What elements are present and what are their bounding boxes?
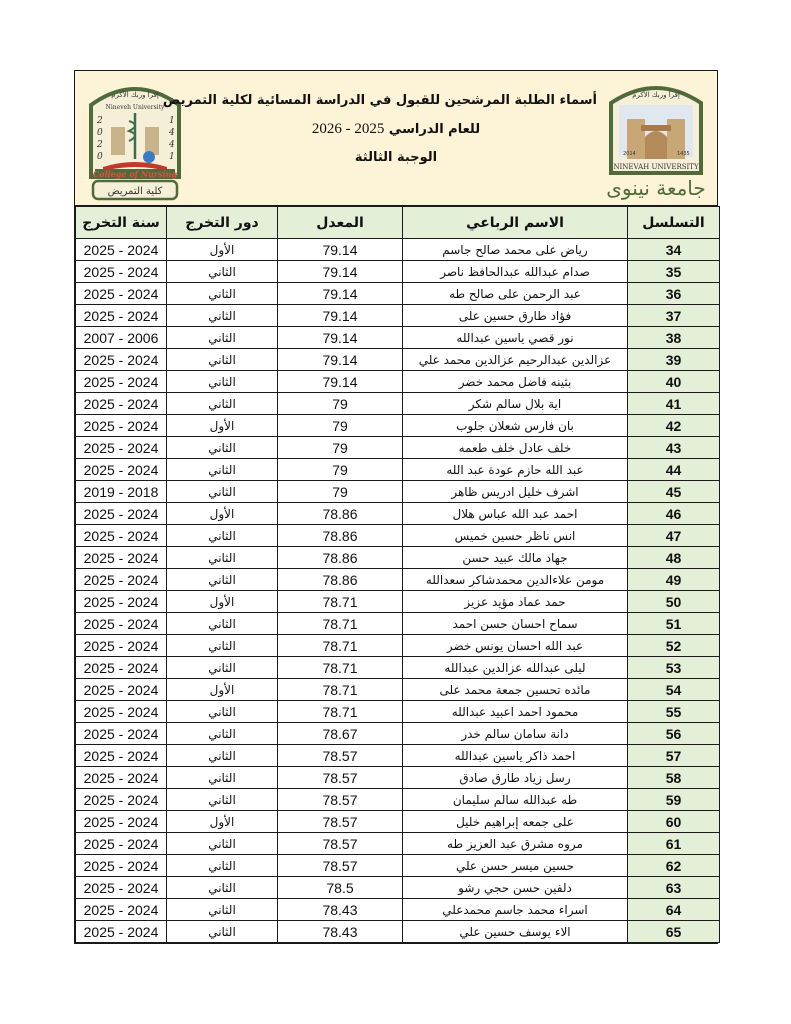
cell-seq: 48 <box>628 547 720 569</box>
cell-seq: 46 <box>628 503 720 525</box>
cell-name: حسين ميسر حسن علي <box>403 855 628 877</box>
cell-year: 2025 - 2024 <box>76 459 167 481</box>
cell-score: 78.86 <box>278 569 403 591</box>
cell-year: 2025 - 2024 <box>76 701 167 723</box>
cell-round: الثاني <box>167 613 278 635</box>
cell-seq: 51 <box>628 613 720 635</box>
cell-score: 79.14 <box>278 371 403 393</box>
cell-name: بثينه فاضل محمد خضر <box>403 371 628 393</box>
cell-name: نور قصي ياسين عبدالله <box>403 327 628 349</box>
cell-year: 2025 - 2024 <box>76 657 167 679</box>
cell-seq: 54 <box>628 679 720 701</box>
cell-name: اشرف خليل ادريس ظاهر <box>403 481 628 503</box>
cell-seq: 35 <box>628 261 720 283</box>
cell-year: 2025 - 2024 <box>76 283 167 305</box>
cell-seq: 39 <box>628 349 720 371</box>
cell-seq: 42 <box>628 415 720 437</box>
table-row <box>76 481 720 503</box>
cell-score: 78.57 <box>278 789 403 811</box>
cell-name: انس ناظر حسين خميس <box>403 525 628 547</box>
cell-name: دانة سامان سالم خدر <box>403 723 628 745</box>
cell-score: 78.43 <box>278 921 403 943</box>
column-header-score: المعدل <box>278 207 403 239</box>
cell-round: الثاني <box>167 635 278 657</box>
cell-round: الثاني <box>167 525 278 547</box>
cell-seq: 41 <box>628 393 720 415</box>
cell-round: الثاني <box>167 393 278 415</box>
cell-score: 78.86 <box>278 547 403 569</box>
table-row <box>76 305 720 327</box>
cell-score: 78.67 <box>278 723 403 745</box>
cell-round: الثاني <box>167 261 278 283</box>
cell-round: الثاني <box>167 349 278 371</box>
cell-round: الثاني <box>167 547 278 569</box>
cell-round: الثاني <box>167 371 278 393</box>
cell-seq: 40 <box>628 371 720 393</box>
cell-round: الثاني <box>167 481 278 503</box>
academic-year-label: للعام الدراسي <box>388 122 481 137</box>
cell-score: 78.57 <box>278 855 403 877</box>
table-row <box>76 745 720 767</box>
cell-score: 78.86 <box>278 525 403 547</box>
header-banner <box>75 71 717 206</box>
table-row <box>76 239 720 261</box>
cell-score: 79 <box>278 393 403 415</box>
table-row <box>76 877 720 899</box>
logo-left-top-text: إقرأ وربك الأكرم <box>111 91 159 99</box>
table-row <box>76 547 720 569</box>
cell-name: رياض على محمد صالح جاسم <box>403 239 628 261</box>
column-header-round: دور التخرج <box>167 207 278 239</box>
table-row <box>76 767 720 789</box>
cell-name: طه عبدالله سالم سليمان <box>403 789 628 811</box>
svg-text:0: 0 <box>97 152 103 162</box>
cell-score: 79 <box>278 481 403 503</box>
cell-name: اسراء محمد جاسم محمدعلي <box>403 899 628 921</box>
table-row <box>76 899 720 921</box>
cell-year: 2025 - 2024 <box>76 767 167 789</box>
cell-seq: 53 <box>628 657 720 679</box>
cell-score: 79 <box>278 415 403 437</box>
column-header-name: الاسم الرباعي <box>403 207 628 239</box>
cell-round: الثاني <box>167 789 278 811</box>
cell-year: 2025 - 2024 <box>76 679 167 701</box>
cell-seq: 64 <box>628 899 720 921</box>
cell-year: 2025 - 2024 <box>76 525 167 547</box>
cell-round: الأول <box>167 591 278 613</box>
cell-year: 2019 - 2018 <box>76 481 167 503</box>
cell-seq: 37 <box>628 305 720 327</box>
table-row <box>76 657 720 679</box>
cell-round: الأول <box>167 415 278 437</box>
column-header-year: سنة التخرج <box>76 207 167 239</box>
table-row <box>76 503 720 525</box>
cell-round: الأول <box>167 811 278 833</box>
svg-text:2: 2 <box>97 140 103 150</box>
page-title: أسماء الطلبة المرشحين للقبول في الدراسة المسائية لكلية التمريض <box>162 93 597 108</box>
cell-seq: 55 <box>628 701 720 723</box>
table-row <box>76 613 720 635</box>
cell-name: احمد ذاكر ياسين عبدالله <box>403 745 628 767</box>
cell-round: الثاني <box>167 855 278 877</box>
cell-year: 2025 - 2024 <box>76 723 167 745</box>
svg-text:1: 1 <box>169 116 175 126</box>
cell-name: حمد عماد مؤيد عزيز <box>403 591 628 613</box>
cell-name: جهاد مالك عبيد حسن <box>403 547 628 569</box>
table-header-row <box>76 207 720 239</box>
admission-list-sheet <box>74 70 718 944</box>
cell-year: 2025 - 2024 <box>76 437 167 459</box>
cell-name: اية بلال سالم شكر <box>403 393 628 415</box>
cell-round: الثاني <box>167 437 278 459</box>
cell-seq: 44 <box>628 459 720 481</box>
svg-text:2: 2 <box>97 116 103 126</box>
cell-score: 78.86 <box>278 503 403 525</box>
cell-seq: 34 <box>628 239 720 261</box>
cell-score: 78.5 <box>278 877 403 899</box>
cell-name: احمد عبد الله عباس هلال <box>403 503 628 525</box>
cell-round: الثاني <box>167 305 278 327</box>
cell-year: 2025 - 2024 <box>76 591 167 613</box>
cell-year: 2025 - 2024 <box>76 393 167 415</box>
cell-score: 78.71 <box>278 701 403 723</box>
cell-score: 78.71 <box>278 679 403 701</box>
academic-year-line <box>195 121 597 138</box>
cell-name: رسل زياد طارق صادق <box>403 767 628 789</box>
table-row <box>76 393 720 415</box>
cell-seq: 45 <box>628 481 720 503</box>
cell-name: عبد الله احسان يونس خضر <box>403 635 628 657</box>
svg-text:1: 1 <box>169 152 175 162</box>
logo-left-university: Nineveh University <box>105 104 165 111</box>
cell-name: دلفين حسن حجي رشو <box>403 877 628 899</box>
cell-round: الأول <box>167 679 278 701</box>
cell-seq: 58 <box>628 767 720 789</box>
cell-name: عبد الله حازم عودة عبد الله <box>403 459 628 481</box>
cell-seq: 52 <box>628 635 720 657</box>
cell-round: الثاني <box>167 327 278 349</box>
cell-name: على جمعه إبراهيم خليل <box>403 811 628 833</box>
cell-score: 78.57 <box>278 811 403 833</box>
cell-year: 2025 - 2024 <box>76 547 167 569</box>
cell-score: 79.14 <box>278 349 403 371</box>
cell-name: بان فارس شعلان جلوب <box>403 415 628 437</box>
cell-name: ليلى عبدالله عزالدين عبدالله <box>403 657 628 679</box>
cell-score: 78.43 <box>278 899 403 921</box>
svg-text:4: 4 <box>169 140 175 150</box>
logo-right-caption-en: NINEVAH UNIVERSITY <box>613 163 699 171</box>
cell-seq: 59 <box>628 789 720 811</box>
table-body <box>76 239 720 943</box>
table-row <box>76 261 720 283</box>
cell-seq: 56 <box>628 723 720 745</box>
cell-score: 78.57 <box>278 745 403 767</box>
cell-name: الاء يوسف حسين علي <box>403 921 628 943</box>
table-row <box>76 679 720 701</box>
cell-seq: 61 <box>628 833 720 855</box>
cell-seq: 49 <box>628 569 720 591</box>
table-row <box>76 569 720 591</box>
cell-year: 2025 - 2024 <box>76 239 167 261</box>
table-row <box>76 811 720 833</box>
cell-score: 78.71 <box>278 657 403 679</box>
ninevah-university-logo-icon <box>601 77 711 201</box>
cell-year: 2025 - 2024 <box>76 745 167 767</box>
table-row <box>76 525 720 547</box>
svg-text:0: 0 <box>97 128 103 138</box>
cell-year: 2025 - 2024 <box>76 635 167 657</box>
cell-year: 2025 - 2024 <box>76 833 167 855</box>
batch-label: الوجبة الثالثة <box>354 150 438 165</box>
table-row <box>76 701 720 723</box>
cell-seq: 47 <box>628 525 720 547</box>
table-row <box>76 789 720 811</box>
table-row <box>76 921 720 943</box>
cell-year: 2025 - 2024 <box>76 305 167 327</box>
table-row <box>76 459 720 481</box>
logo-left-caption-en: College of Nursing <box>92 169 178 179</box>
cell-round: الثاني <box>167 657 278 679</box>
header-title-block <box>162 93 597 178</box>
cell-name: مومن علاءالدين محمدشاكر سعدالله <box>403 569 628 591</box>
cell-round: الثاني <box>167 921 278 943</box>
cell-round: الثاني <box>167 701 278 723</box>
cell-name: صدام عبدالله عبدالحافظ ناصر <box>403 261 628 283</box>
cell-round: الثاني <box>167 723 278 745</box>
cell-year: 2025 - 2024 <box>76 371 167 393</box>
table-row <box>76 327 720 349</box>
academic-year-value: 2025 - 2026 <box>311 121 385 137</box>
candidates-table <box>75 206 720 943</box>
cell-score: 79.14 <box>278 305 403 327</box>
cell-score: 78.71 <box>278 613 403 635</box>
cell-score: 79.14 <box>278 283 403 305</box>
table-row <box>76 349 720 371</box>
cell-score: 79.14 <box>278 261 403 283</box>
cell-round: الثاني <box>167 767 278 789</box>
cell-name: عزالدين عبدالرحيم عزالدين محمد علي <box>403 349 628 371</box>
cell-name: عبد الرحمن على صالح طه <box>403 283 628 305</box>
cell-name: محمود احمد اعبيد عبدالله <box>403 701 628 723</box>
cell-round: الثاني <box>167 899 278 921</box>
cell-name: مائده تحسين جمعة محمد على <box>403 679 628 701</box>
cell-round: الثاني <box>167 283 278 305</box>
table-row <box>76 437 720 459</box>
table-row <box>76 591 720 613</box>
cell-score: 79 <box>278 459 403 481</box>
cell-seq: 36 <box>628 283 720 305</box>
cell-round: الثاني <box>167 833 278 855</box>
table-row <box>76 415 720 437</box>
logo-right-caption-ar: جامعة نينوى <box>606 176 706 200</box>
cell-year: 2025 - 2024 <box>76 855 167 877</box>
cell-round: الثاني <box>167 877 278 899</box>
cell-name: خلف عادل خلف طعمه <box>403 437 628 459</box>
cell-year: 2025 - 2024 <box>76 877 167 899</box>
logo-right-year-left: 2014 <box>623 151 636 157</box>
cell-year: 2025 - 2024 <box>76 811 167 833</box>
cell-year: 2025 - 2024 <box>76 569 167 591</box>
cell-seq: 60 <box>628 811 720 833</box>
table-row <box>76 371 720 393</box>
cell-year: 2025 - 2024 <box>76 503 167 525</box>
cell-round: الثاني <box>167 745 278 767</box>
table-row <box>76 635 720 657</box>
cell-year: 2025 - 2024 <box>76 349 167 371</box>
cell-score: 79 <box>278 437 403 459</box>
cell-year: 2025 - 2024 <box>76 899 167 921</box>
cell-round: الأول <box>167 239 278 261</box>
cell-name: سماح احسان حسن احمد <box>403 613 628 635</box>
cell-name: مروه مشرق عبد العزيز طه <box>403 833 628 855</box>
cell-seq: 63 <box>628 877 720 899</box>
table-row <box>76 723 720 745</box>
cell-seq: 62 <box>628 855 720 877</box>
table-row <box>76 283 720 305</box>
table-row <box>76 833 720 855</box>
column-header-seq: التسلسل <box>628 207 720 239</box>
cell-score: 78.57 <box>278 767 403 789</box>
cell-score: 78.57 <box>278 833 403 855</box>
cell-score: 79.14 <box>278 239 403 261</box>
cell-score: 79.14 <box>278 327 403 349</box>
cell-name: فؤاد طارق حسين على <box>403 305 628 327</box>
logo-left-caption-ar: كلية التمريض <box>107 186 163 197</box>
cell-score: 78.71 <box>278 635 403 657</box>
cell-seq: 50 <box>628 591 720 613</box>
cell-round: الثاني <box>167 459 278 481</box>
cell-seq: 38 <box>628 327 720 349</box>
cell-year: 2025 - 2024 <box>76 789 167 811</box>
cell-year: 2025 - 2024 <box>76 613 167 635</box>
cell-seq: 65 <box>628 921 720 943</box>
cell-year: 2025 - 2024 <box>76 415 167 437</box>
cell-score: 78.71 <box>278 591 403 613</box>
logo-right-top-text: إقرأ وربك الأكرم <box>632 91 680 99</box>
cell-round: الثاني <box>167 569 278 591</box>
table-row <box>76 855 720 877</box>
cell-seq: 43 <box>628 437 720 459</box>
cell-seq: 57 <box>628 745 720 767</box>
svg-text:4: 4 <box>169 128 175 138</box>
cell-year: 2007 - 2006 <box>76 327 167 349</box>
cell-round: الأول <box>167 503 278 525</box>
cell-year: 2025 - 2024 <box>76 261 167 283</box>
logo-right-year-right: 1435 <box>677 151 690 157</box>
cell-year: 2025 - 2024 <box>76 921 167 943</box>
